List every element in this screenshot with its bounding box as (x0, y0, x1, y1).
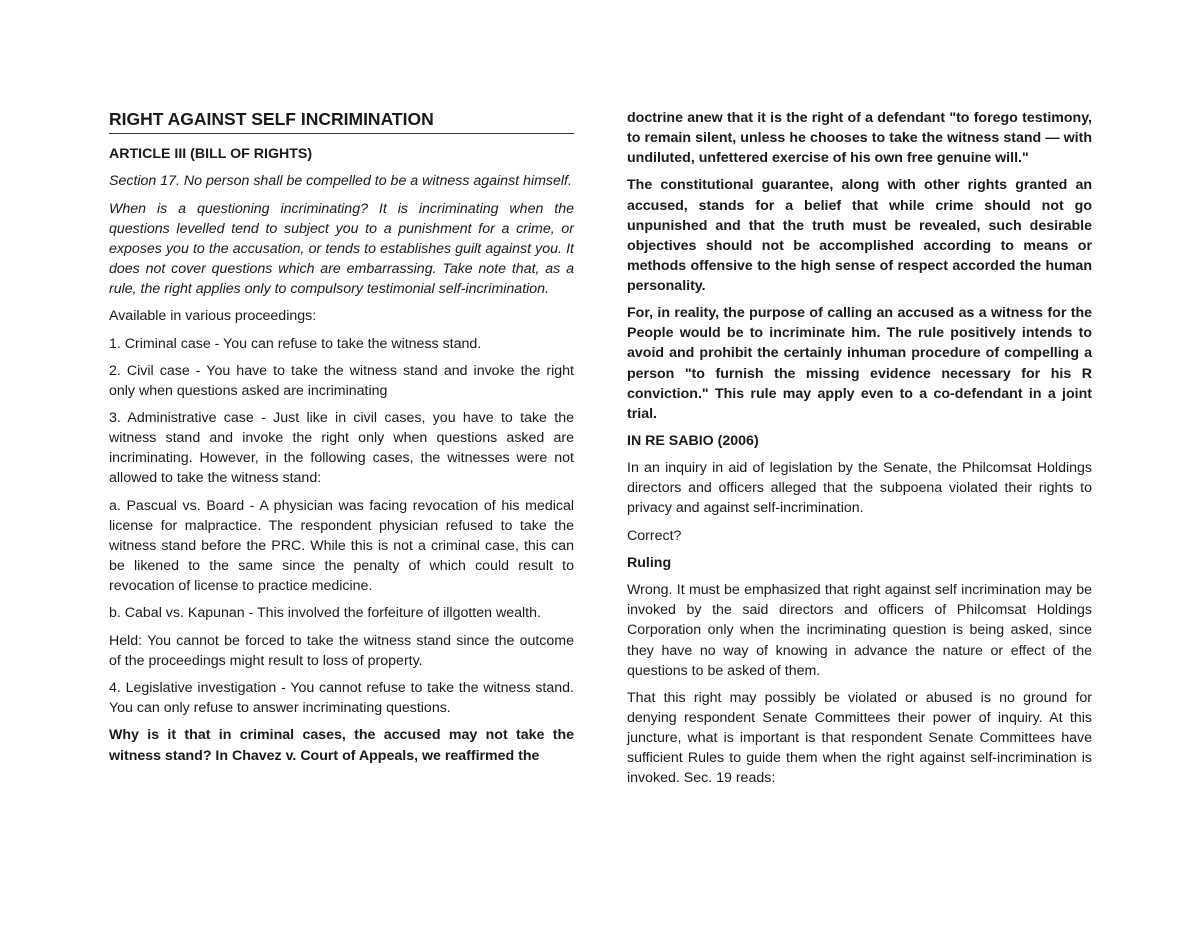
ruling-continuation: That this right may possibly be violated or abused is no ground for denying respondent Senate Committees their power of inquiry. At this juncture, what is important is that respondent Senate Committees have sufficient Rules to guide them when the right against self-incrimination is invoked. Sec. 19 reads: (627, 689, 1092, 787)
incriminating-definition: When is a questioning incriminating? It is incriminating when the questions levelled tend to subject you to a punishment for a crime, or exposes you to the accusation, or tends to establishes guilt against you. It does not cover questions which are embarrassing. Take note that, as a rule, the right applies only to compulsory testimonial self-incrimination. (109, 200, 574, 297)
available-proceedings: Available in various proceedings: (109, 308, 317, 325)
administrative-case-item: 3. Administrative case - Just like in civil cases, you have to take the witness stand and invoke the right only when questions asked are incriminating. However, in the following cases, the witnesses were not allowed to take the witness stand: (109, 410, 574, 487)
right-column (627, 108, 1092, 796)
sabio-question: Correct? (627, 527, 682, 544)
section-17-text: Section 17. No person shall be compelled to be a witness against himself. (109, 173, 572, 190)
pascual-case-item: a. Pascual vs. Board - A physician was facing revocation of his medical license for malpractice. The respondent physician refused to take the witness stand before the PRC. While this is not a criminal case, this can be likened to the same since the penalty of which could result to revocation of license to practice medicine. (109, 497, 574, 595)
case-heading-sabio: IN RE SABIO (2006) (627, 432, 759, 449)
document-title: RIGHT AGAINST SELF INCRIMINATION (109, 108, 574, 134)
cabal-case-item: b. Cabal vs. Kapunan - This involved the forfeiture of illgotten wealth. (109, 605, 541, 622)
held-paragraph: Held: You cannot be forced to take the witness stand since the outcome of the proceedings might result to loss of property. (109, 632, 574, 669)
chavez-question: Why is it that in criminal cases, the accused may not take the witness stand? In Chavez v. Court of Appeals, we reaffirmed the (109, 727, 574, 764)
doctrine-continuation: doctrine anew that it is the right of a defendant "to forego testimony, to remain silent, unless he chooses to take the witness stand — with undiluted, unfettered exercise of his own free genuine will." (627, 110, 1092, 167)
legislative-investigation-item: 4. Legislative investigation - You cannot refuse to take the witness stand. You can only refuse to answer incriminating questions. (109, 680, 574, 717)
ruling-heading: Ruling (627, 555, 672, 571)
criminal-case-item: 1. Criminal case - You can refuse to take the witness stand. (109, 335, 482, 352)
constitutional-guarantee: The constitutional guarantee, along with other rights granted an accused, stands for a belief that while crime should not go unpunished and that the truth must be revealed, such desirable objectives should not be accomplished according to means or methods offensive to the high sense of respect accorded the human personality. (627, 177, 1092, 294)
article-heading: ARTICLE III (BILL OF RIGHTS) (109, 146, 313, 162)
sabio-facts: In an inquiry in aid of legislation by the Senate, the Philcomsat Holdings directors and officers alleged that the subpoena violated their rights to privacy and against self-incrimination. (627, 460, 1092, 517)
purpose-paragraph: For, in reality, the purpose of calling an accused as a witness for the People would be to incriminate him. The rule positively intends to avoid and prohibit the certainly inhuman procedure of compelling a person "to furnish the missing evidence necessary for his R conviction." This rule may apply even to a co-defendant in a joint trial. (627, 305, 1092, 422)
left-column (109, 108, 574, 773)
civil-case-item: 2. Civil case - You have to take the witness stand and invoke the right only when questions asked are incriminating (109, 362, 574, 399)
ruling-text: Wrong. It must be emphasized that right against self incrimination may be invoked by the said directors and officers of Philcomsat Holdings Corporation only when the incriminating question is being asked, since they have no way of knowing in advance the nature or effect of the questions to be asked of them. (627, 582, 1092, 679)
